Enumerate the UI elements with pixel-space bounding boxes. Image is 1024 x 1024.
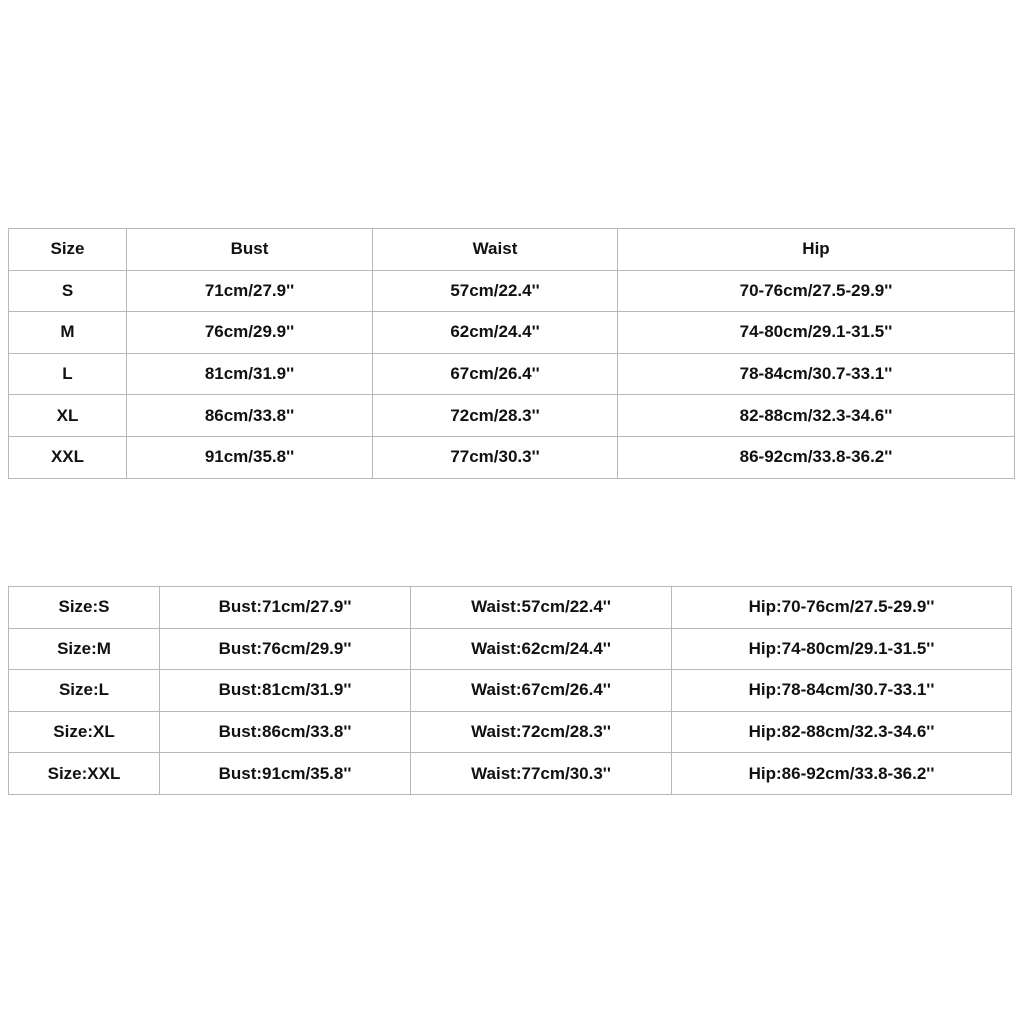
- cell-bust: Bust:86cm/33.8'': [160, 711, 411, 753]
- table-header-row: [9, 229, 1015, 271]
- cell-bust: 71cm/27.9'': [127, 270, 373, 312]
- cell-size: Size:S: [9, 587, 160, 629]
- cell-bust: 76cm/29.9'': [127, 312, 373, 354]
- table-row: [9, 753, 1012, 795]
- cell-size: Size:M: [9, 628, 160, 670]
- cell-bust: Bust:71cm/27.9'': [160, 587, 411, 629]
- cell-size: L: [9, 353, 127, 395]
- header-waist: Waist: [373, 229, 618, 271]
- table-row: [9, 670, 1012, 712]
- cell-waist: 67cm/26.4'': [373, 353, 618, 395]
- cell-hip: 82-88cm/32.3-34.6'': [618, 395, 1015, 437]
- cell-waist: 62cm/24.4'': [373, 312, 618, 354]
- cell-waist: Waist:77cm/30.3'': [411, 753, 672, 795]
- table-row: [9, 312, 1015, 354]
- table-row: [9, 711, 1012, 753]
- cell-bust: 91cm/35.8'': [127, 436, 373, 478]
- cell-bust: 86cm/33.8'': [127, 395, 373, 437]
- cell-size: XXL: [9, 436, 127, 478]
- cell-bust: Bust:76cm/29.9'': [160, 628, 411, 670]
- cell-hip: Hip:78-84cm/30.7-33.1'': [672, 670, 1012, 712]
- cell-size: M: [9, 312, 127, 354]
- table-row: [9, 353, 1015, 395]
- cell-size: XL: [9, 395, 127, 437]
- header-size: Size: [9, 229, 127, 271]
- header-bust: Bust: [127, 229, 373, 271]
- table-row: [9, 628, 1012, 670]
- cell-waist: Waist:62cm/24.4'': [411, 628, 672, 670]
- cell-waist: 77cm/30.3'': [373, 436, 618, 478]
- labeled-size-chart-table: [8, 586, 1012, 795]
- cell-bust: Bust:81cm/31.9'': [160, 670, 411, 712]
- cell-size: Size:XL: [9, 711, 160, 753]
- cell-size: Size:XXL: [9, 753, 160, 795]
- table-row: [9, 270, 1015, 312]
- cell-waist: 57cm/22.4'': [373, 270, 618, 312]
- cell-hip: Hip:86-92cm/33.8-36.2'': [672, 753, 1012, 795]
- table-row: [9, 436, 1015, 478]
- cell-hip: 78-84cm/30.7-33.1'': [618, 353, 1015, 395]
- cell-waist: 72cm/28.3'': [373, 395, 618, 437]
- table-row: [9, 395, 1015, 437]
- table-row: [9, 587, 1012, 629]
- cell-waist: Waist:67cm/26.4'': [411, 670, 672, 712]
- header-hip: Hip: [618, 229, 1015, 271]
- cell-hip: 74-80cm/29.1-31.5'': [618, 312, 1015, 354]
- cell-hip: 70-76cm/27.5-29.9'': [618, 270, 1015, 312]
- cell-bust: 81cm/31.9'': [127, 353, 373, 395]
- cell-waist: Waist:72cm/28.3'': [411, 711, 672, 753]
- cell-waist: Waist:57cm/22.4'': [411, 587, 672, 629]
- cell-hip: 86-92cm/33.8-36.2'': [618, 436, 1015, 478]
- cell-size: Size:L: [9, 670, 160, 712]
- cell-hip: Hip:82-88cm/32.3-34.6'': [672, 711, 1012, 753]
- cell-size: S: [9, 270, 127, 312]
- cell-hip: Hip:74-80cm/29.1-31.5'': [672, 628, 1012, 670]
- cell-bust: Bust:91cm/35.8'': [160, 753, 411, 795]
- size-chart-table: [8, 228, 1015, 479]
- cell-hip: Hip:70-76cm/27.5-29.9'': [672, 587, 1012, 629]
